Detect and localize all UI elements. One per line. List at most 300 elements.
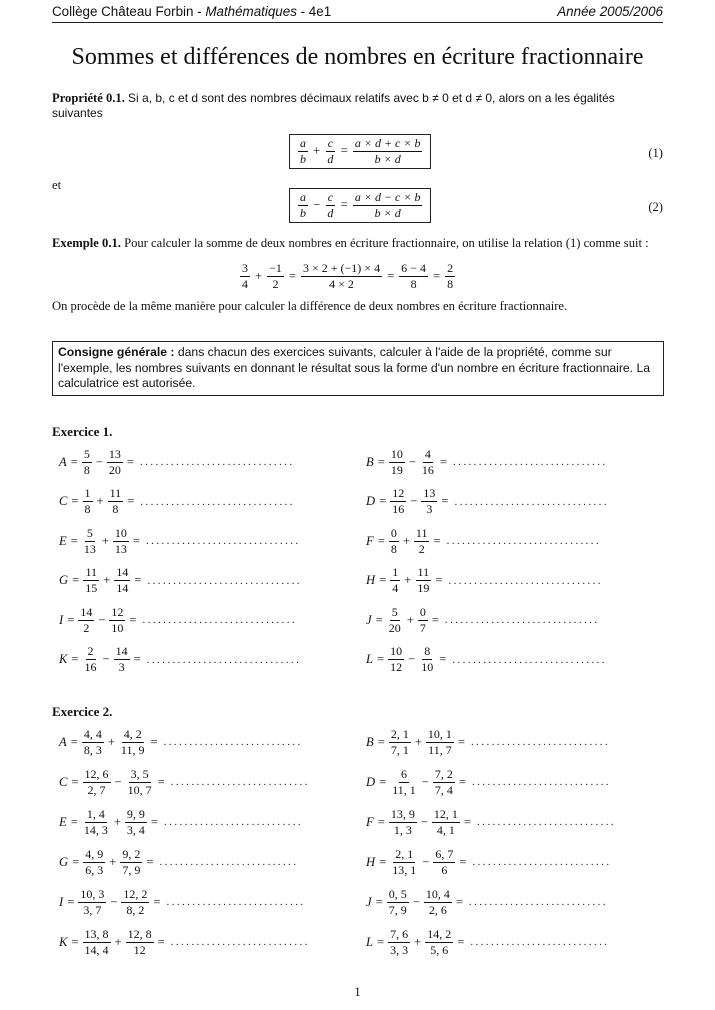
item-frac-2 <box>415 566 431 595</box>
frac-den: 2 <box>83 620 90 635</box>
eq1-frac-left1 <box>298 137 308 166</box>
ex-f1-den: 4 <box>242 277 248 291</box>
item-operator: − <box>422 854 430 869</box>
frac-num: 4, 2 <box>123 726 142 741</box>
item-operator: + <box>109 854 117 869</box>
item-variable: B <box>366 454 374 469</box>
item-variable: F <box>366 814 374 829</box>
eq2-frac-left1 <box>298 191 308 220</box>
item-operator: + <box>101 533 109 548</box>
frac-num: 14, 2 <box>427 926 452 941</box>
frac-num: 2, 1 <box>390 726 409 741</box>
ex-f3-num: 3 × 2 + (−1) × 4 <box>303 261 381 275</box>
item-frac-1 <box>388 928 410 957</box>
frac-num: 13, 9 <box>390 806 415 821</box>
frac-num: 0 <box>390 525 397 540</box>
frac-den: 7, 1 <box>390 742 409 757</box>
ex-f4-den: 8 <box>410 277 417 291</box>
frac-num: 13, 8 <box>84 926 109 941</box>
item-frac-2 <box>424 888 452 917</box>
frac-num: 11 <box>109 486 122 500</box>
item-operator: − <box>114 774 122 789</box>
item-frac-2 <box>119 728 147 757</box>
frac-den: 11, 1 <box>392 782 416 797</box>
eq1-r-num: a × d + c × b <box>354 136 421 150</box>
frac-num: 6, 7 <box>435 846 454 861</box>
frac-den: 10 <box>421 660 434 674</box>
ex-frac-2 <box>267 262 284 291</box>
frac-den: 16 <box>84 660 97 674</box>
item-frac-2 <box>414 527 430 556</box>
page-number: 1 <box>354 985 361 999</box>
frac-num: 8 <box>424 644 431 658</box>
frac-den: 11, 9 <box>120 742 145 757</box>
eq1-l1-den: b <box>300 152 306 166</box>
eq1-r-den: b × d <box>374 152 401 166</box>
propriete-paragraph <box>52 91 664 121</box>
item-frac-1 <box>82 448 92 477</box>
eq1-l2-num: c <box>327 136 334 150</box>
answer-blank[interactable]: ........................... <box>472 856 612 868</box>
item-variable: C <box>59 494 68 508</box>
answer-blank[interactable]: ........................... <box>170 936 310 948</box>
frac-num: 10 <box>114 525 127 540</box>
equation-2 <box>289 188 431 223</box>
exemple-paragraph <box>52 236 664 251</box>
frac-den: 2 <box>418 541 425 556</box>
frac-den: 3, 3 <box>390 942 409 957</box>
frac-den: 1, 3 <box>393 822 412 837</box>
exercise-item-g: G = $\frac{11}{15}$ + $\frac{14}{14}$ = .............................. <box>59 565 302 595</box>
answer-blank[interactable]: .............................. <box>140 456 295 468</box>
item-frac-2 <box>433 848 455 877</box>
frac-num: 11 <box>85 565 97 579</box>
item-frac-1 <box>83 928 111 957</box>
item-variable: B <box>366 734 374 749</box>
frac-den: 14 <box>116 581 129 595</box>
item-frac-2 <box>425 928 453 957</box>
ex-f2-den: 2 <box>272 277 279 291</box>
item-frac-1 <box>387 606 403 635</box>
page-header <box>52 4 663 23</box>
frac-num: 10, 3 <box>80 886 105 901</box>
exercise-item-e: E = $\frac{1, 4}{14, 3}$ + $\frac{9, 9}{3, 4}$ = ........................... <box>59 806 304 837</box>
item-frac-2 <box>109 606 125 635</box>
answer-blank[interactable]: ........................... <box>471 736 611 748</box>
item-frac-2 <box>426 728 454 757</box>
item-operator: − <box>410 494 418 508</box>
item-operator: − <box>408 454 416 469</box>
eq2-l1-den: b <box>300 206 306 220</box>
frac-num: 10 <box>390 446 403 461</box>
frac-num: 9, 2 <box>122 846 141 861</box>
answer-blank[interactable]: .............................. <box>142 614 298 626</box>
frac-num: 5 <box>83 446 90 461</box>
frac-num: 2 <box>87 644 94 658</box>
equation-2-box: $\frac{a}{b}$ − $\frac{c}{d}$ = $\frac{a \times d - c \times b}{b \times d}$ <box>289 188 431 223</box>
ex-f5-num: 2 <box>447 261 454 275</box>
item-variable: E <box>59 533 67 548</box>
frac-den: 11, 7 <box>428 742 452 757</box>
exercise-item-g: G = $\frac{4, 9}{6, 3}$ + $\frac{9, 2}{7, 9}$ = ........................... <box>59 846 299 877</box>
item-frac-1 <box>82 808 110 837</box>
exemple-label: Exemple 0.1. <box>52 236 121 250</box>
item-variable: A <box>59 454 67 469</box>
exercise-item-i: I = $\frac{10, 3}{3, 7}$ − $\frac{12, 2}{8, 2}$ = ........................... <box>59 886 306 917</box>
exercise-item-b: B = $\frac{2, 1}{7, 1}$ + $\frac{10, 1}{11, 7}$ = ........................... <box>366 726 611 757</box>
frac-den: 7, 9 <box>122 862 141 877</box>
page-title: Sommes et différences de nombres en écriture fractionnaire <box>71 44 644 70</box>
frac-den: 8 <box>84 502 91 516</box>
consigne-label: Consigne générale : <box>58 345 175 359</box>
exercise-item-l: L = $\frac{10}{12}$ − $\frac{8}{10}$ = .............................. <box>366 644 607 674</box>
answer-blank[interactable]: .............................. <box>147 574 302 587</box>
ex-f2-num: −1 <box>269 261 282 275</box>
ex-f3-den: 4 × 2 <box>329 277 354 291</box>
item-operator: + <box>406 612 414 627</box>
answer-blank[interactable]: ........................... <box>164 816 304 828</box>
item-frac-2 <box>126 768 154 797</box>
item-frac-2 <box>126 928 154 957</box>
frac-num: 3, 5 <box>130 766 149 781</box>
frac-num: 14 <box>115 644 128 658</box>
exercise-item-a: A = $\frac{4, 4}{8, 3}$ + $\frac{4, 2}{11, 9}$ = ........................... <box>59 726 303 757</box>
exercice-1-title: Exercice 1. <box>52 424 113 439</box>
frac-den: 12 <box>133 942 146 957</box>
item-frac-1 <box>83 487 93 516</box>
exercise-item-k: K = $\frac{13, 8}{14, 4}$ + $\frac{12, 8}{12}$ = ........................... <box>59 926 310 957</box>
frac-num: 10, 4 <box>425 886 450 901</box>
frac-num: 4, 9 <box>85 846 104 861</box>
answer-blank[interactable]: ........................... <box>472 776 612 788</box>
frac-num: 1 <box>392 565 399 579</box>
header-year-text: Année 2005/2006 <box>557 4 663 19</box>
item-frac-1 <box>389 527 399 556</box>
item-frac-2 <box>114 566 130 595</box>
frac-num: 5 <box>391 604 398 619</box>
frac-den: 20 <box>388 620 401 635</box>
item-variable: G <box>59 573 69 587</box>
item-operator: + <box>402 533 410 548</box>
item-frac-2 <box>108 487 124 516</box>
exercise-item-b: B = $\frac{10}{19}$ − $\frac{4}{16}$ = .............................. <box>366 446 608 477</box>
frac-den: 2, 6 <box>428 902 447 917</box>
answer-blank[interactable]: ........................... <box>470 936 610 948</box>
frac-den: 20 <box>108 462 121 477</box>
frac-num: 0 <box>419 604 426 619</box>
ex-frac-3 <box>301 262 382 291</box>
exemple-equation: $\frac{3}{4}$ + $\frac{-1}{2}$ = $\frac{3 \times 2 + (-1) \times 4}{4 \times 2}$ = $\frac{6 - 4}{8}$ = $\frac{2}{8}$ <box>242 261 454 291</box>
exercise-item-d: D = $\frac{6}{11, 1}$ − $\frac{7, 2}{7, 4}$ = ........................... <box>366 766 612 797</box>
item-frac-2 <box>420 448 436 477</box>
item-frac-1 <box>390 566 400 595</box>
equation-1-box: $\frac{a}{b}$ + $\frac{c}{d}$ = $\frac{a \times d + c \times b}{b \times d}$ <box>289 134 431 169</box>
answer-blank[interactable]: .............................. <box>446 535 602 547</box>
exercise-item-f: F = $\frac{0}{8}$ + $\frac{11}{2}$ = .............................. <box>366 525 602 556</box>
item-operator: + <box>414 934 422 949</box>
ex-frac-4 <box>399 262 428 291</box>
ex-frac-5 <box>445 262 455 291</box>
frac-num: 4, 4 <box>83 726 102 741</box>
frac-den: 3, 4 <box>126 822 145 837</box>
answer-blank[interactable]: ........................... <box>170 776 310 788</box>
eq1-frac-left2 <box>325 137 335 166</box>
frac-num: 10, 1 <box>427 726 452 741</box>
item-frac-2 <box>432 808 460 837</box>
frac-num: 13 <box>423 486 436 500</box>
item-operator: + <box>113 814 121 829</box>
item-frac-2 <box>121 888 149 917</box>
eq2-l2-den: d <box>327 206 334 220</box>
item-frac-2 <box>418 606 428 635</box>
exercise-item-d: D = $\frac{12}{16}$ − $\frac{13}{3}$ = .............................. <box>366 486 609 516</box>
exercise-item-l: L = $\frac{7, 6}{3, 3}$ + $\frac{14, 2}{5, 6}$ = ........................... <box>366 926 610 957</box>
item-frac-1 <box>83 848 105 877</box>
frac-den: 6 <box>441 862 448 877</box>
frac-num: 11 <box>415 525 428 540</box>
frac-num: 13 <box>108 446 121 461</box>
exercise-item-h: H = $\frac{1}{4}$ + $\frac{11}{19}$ = .............................. <box>366 565 603 595</box>
frac-den: 13, 1 <box>392 862 417 877</box>
item-operator: + <box>114 934 122 949</box>
answer-blank[interactable]: ........................... <box>166 896 306 908</box>
eq2-frac-right <box>353 191 423 220</box>
exercise-item-h: H = $\frac{2, 1}{13, 1}$ − $\frac{6, 7}{6}$ = ........................... <box>366 846 612 877</box>
item-frac-1 <box>83 768 111 797</box>
exercise-item-i: I = $\frac{14}{2}$ − $\frac{12}{10}$ = .............................. <box>59 604 298 635</box>
consigne-text: dans chacun des exercices suivants, calculer à l'aide de la propriété, comme sur l'exemple, les nombres suivants en donnant le résultat sous la forme d'un nombre en écriture fractionnaire. La calculatrice est autorisée. <box>58 345 651 390</box>
frac-num: 9, 9 <box>126 806 145 821</box>
ex-f4-num: 6 − 4 <box>401 261 426 275</box>
item-variable: C <box>59 774 68 789</box>
eq1-frac-right <box>353 137 423 166</box>
frac-den: 13 <box>83 541 96 556</box>
frac-den: 8 <box>112 502 119 516</box>
frac-num: 1 <box>84 486 91 500</box>
frac-num: 4 <box>424 446 431 461</box>
item-frac-1 <box>389 728 411 757</box>
item-variable: F <box>366 533 374 548</box>
frac-num: 5 <box>86 525 93 540</box>
frac-den: 3, 7 <box>83 902 102 917</box>
item-variable: D <box>366 774 376 789</box>
eq2-op: − <box>313 197 321 212</box>
eq1-number: (1) <box>648 146 663 160</box>
frac-den: 3 <box>118 660 125 674</box>
item-frac-1 <box>390 768 418 797</box>
exercice-2-title: Exercice 2. <box>52 704 113 719</box>
header-class: - 4e1 <box>296 4 332 19</box>
item-variable: H <box>366 573 376 587</box>
item-operator: − <box>98 612 106 627</box>
frac-num: 7, 2 <box>434 766 453 781</box>
answer-blank[interactable]: .............................. <box>454 495 609 508</box>
propriete-label: Propriété 0.1. <box>52 91 125 105</box>
frac-num: 12, 1 <box>433 806 458 821</box>
frac-den: 3 <box>426 502 433 516</box>
item-variable: J <box>366 894 372 909</box>
answer-blank[interactable]: .............................. <box>146 535 301 547</box>
frac-den: 14, 4 <box>84 942 109 957</box>
item-frac-2 <box>419 645 435 674</box>
item-variable: L <box>366 652 374 666</box>
frac-den: 7 <box>419 620 426 635</box>
item-variable: K <box>59 934 68 949</box>
item-variable: A <box>59 734 67 749</box>
frac-num: 10 <box>390 644 403 658</box>
eq2-l2-num: c <box>327 190 334 204</box>
ex-frac-1 <box>240 262 250 291</box>
frac-den: 10 <box>111 620 124 635</box>
exemple-suite: On procède de la même manière pour calculer la différence de deux nombres en écriture fractionnaire. <box>52 299 568 313</box>
eq2-r-den: b × d <box>374 206 401 220</box>
answer-blank[interactable]: .............................. <box>452 653 607 666</box>
frac-den: 10, 7 <box>127 782 152 797</box>
answer-blank[interactable]: ........................... <box>468 896 608 908</box>
item-operator: + <box>96 494 104 508</box>
item-variable: E <box>59 814 67 829</box>
item-variable: G <box>59 854 69 869</box>
ex-f5-den: 8 <box>447 277 454 291</box>
frac-den: 14, 3 <box>83 822 108 837</box>
item-variable: D <box>366 494 376 508</box>
item-operator: + <box>107 734 115 749</box>
item-variable: J <box>366 612 372 627</box>
item-operator: − <box>420 814 428 829</box>
answer-blank[interactable]: ........................... <box>159 856 299 868</box>
exercise-item-f: F = $\frac{13, 9}{1, 3}$ − $\frac{12, 1}{4, 1}$ = ........................... <box>366 806 617 837</box>
item-frac-1 <box>389 808 417 837</box>
frac-num: 11 <box>417 565 430 579</box>
frac-num: 1, 4 <box>86 806 105 821</box>
item-operator: + <box>414 734 422 749</box>
frac-den: 7, 4 <box>434 782 453 797</box>
item-frac-1 <box>83 645 99 674</box>
item-operator: − <box>102 652 110 666</box>
item-operator: + <box>404 573 412 587</box>
exercise-item-a: A = $\frac{5}{8}$ − $\frac{13}{20}$ = .............................. <box>59 446 295 477</box>
frac-num: 12, 8 <box>127 926 152 941</box>
answer-blank[interactable]: .............................. <box>140 495 295 508</box>
et-word: et <box>52 178 62 192</box>
header-left <box>52 4 331 19</box>
frac-num: 12, 6 <box>84 766 109 781</box>
frac-num: 2, 1 <box>395 846 414 861</box>
item-frac-2 <box>114 645 130 674</box>
item-frac-1 <box>389 448 405 477</box>
eq1-op: + <box>313 143 321 158</box>
item-frac-1 <box>388 645 404 674</box>
frac-den: 6, 3 <box>85 862 104 877</box>
frac-den: 16 <box>392 502 405 516</box>
item-frac-2 <box>113 527 129 556</box>
answer-blank[interactable]: .............................. <box>453 456 608 468</box>
item-frac-1 <box>78 606 94 635</box>
frac-den: 13 <box>114 541 127 556</box>
answer-blank[interactable]: ........................... <box>477 816 617 828</box>
frac-den: 4 <box>392 581 399 595</box>
frac-num: 12 <box>392 486 405 500</box>
item-operator: − <box>421 774 429 789</box>
frac-den: 15 <box>85 581 98 595</box>
eq2-l1-num: a <box>300 190 306 204</box>
frac-den: 19 <box>390 462 403 477</box>
item-frac-2 <box>120 848 142 877</box>
frac-num: 14 <box>80 604 93 619</box>
item-variable: I <box>59 612 64 627</box>
item-frac-1 <box>78 888 106 917</box>
frac-den: 12 <box>390 660 403 674</box>
item-frac-2 <box>421 487 437 516</box>
exercise-item-j: J = $\frac{0, 5}{7, 9}$ − $\frac{10, 4}{2, 6}$ = ........................... <box>366 886 608 917</box>
consigne-box <box>52 341 664 396</box>
frac-den: 19 <box>417 581 430 595</box>
item-operator: − <box>110 894 118 909</box>
answer-blank[interactable]: .............................. <box>146 653 302 666</box>
eq1-l2-den: d <box>327 152 334 166</box>
item-variable: K <box>59 652 68 666</box>
item-operator: − <box>95 454 103 469</box>
exemple-text: Pour calculer la somme de deux nombres en écriture fractionnaire, on utilise la relation (1) comme suit : <box>124 236 649 250</box>
eq2-frac-left2 <box>325 191 335 220</box>
item-operator: − <box>412 894 420 909</box>
item-operator: − <box>408 652 416 666</box>
item-variable: H <box>366 854 376 869</box>
frac-num: 12 <box>111 604 124 619</box>
item-frac-1 <box>390 487 406 516</box>
header-year <box>557 4 663 19</box>
item-frac-1 <box>387 888 409 917</box>
frac-den: 7, 9 <box>388 902 407 917</box>
exercise-item-c: C = $\frac{1}{8}$ + $\frac{11}{8}$ = .............................. <box>59 486 295 516</box>
exercise-item-e: E = $\frac{5}{13}$ + $\frac{10}{13}$ = .............................. <box>59 525 301 556</box>
item-frac-1 <box>82 728 104 757</box>
exercise-item-k: K = $\frac{2}{16}$ − $\frac{14}{3}$ = .............................. <box>59 644 302 674</box>
frac-den: 16 <box>421 462 434 477</box>
answer-blank[interactable]: .............................. <box>444 614 600 626</box>
propriete-text: Si a, b, c et d sont des nombres décimaux relatifs avec b ≠ 0 et d ≠ 0, alors on a les égalités suivantes <box>52 91 615 120</box>
answer-blank[interactable]: .............................. <box>448 574 603 587</box>
frac-num: 14 <box>116 565 129 579</box>
frac-den: 2, 7 <box>87 782 106 797</box>
header-school: Collège Château Forbin - <box>52 4 206 19</box>
item-frac-1 <box>82 527 98 556</box>
item-frac-2 <box>107 448 123 477</box>
header-subject: Mathématiques <box>205 4 297 19</box>
frac-num: 12, 2 <box>123 886 148 901</box>
frac-num: 6 <box>401 766 407 781</box>
frac-num: 7, 6 <box>390 926 409 941</box>
frac-den: 5, 6 <box>430 942 449 957</box>
item-frac-2 <box>125 808 147 837</box>
item-frac-2 <box>433 768 455 797</box>
item-variable: I <box>59 894 64 909</box>
item-variable: L <box>366 934 374 949</box>
frac-num: 0, 5 <box>388 886 407 901</box>
equation-1 <box>289 134 431 169</box>
frac-den: 8, 2 <box>126 902 145 917</box>
frac-den: 4, 1 <box>436 822 455 837</box>
eq2-number: (2) <box>648 200 663 214</box>
item-frac-1 <box>390 848 418 877</box>
frac-den: 8, 3 <box>83 742 102 757</box>
exercise-item-j: J = $\frac{5}{20}$ + $\frac{0}{7}$ = .............................. <box>366 604 600 635</box>
frac-den: 8 <box>390 541 397 556</box>
item-operator: + <box>103 573 111 587</box>
item-frac-1 <box>83 566 99 595</box>
answer-blank[interactable]: ........................... <box>163 736 303 748</box>
eq1-l1-num: a <box>300 136 306 150</box>
